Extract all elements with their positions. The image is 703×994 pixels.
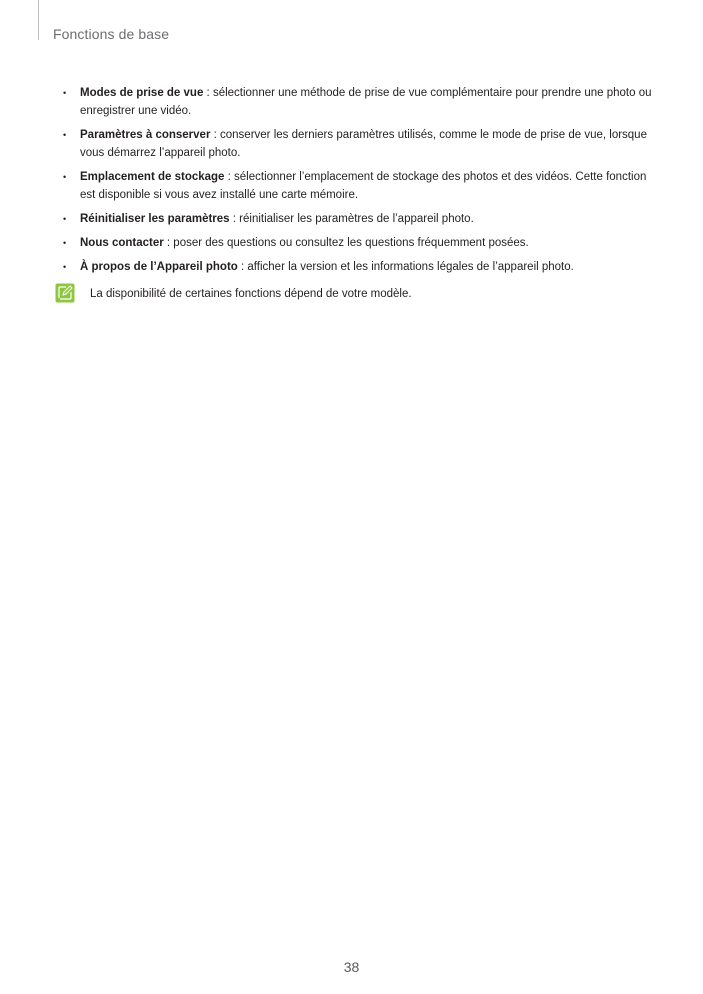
bullet-term: Modes de prise de vue xyxy=(80,87,204,99)
header-divider xyxy=(38,0,39,40)
list-item xyxy=(0,168,652,204)
note-pencil-icon xyxy=(55,283,75,303)
note-callout xyxy=(55,282,655,306)
bullet-term: Emplacement de stockage xyxy=(80,171,225,183)
bullet-description: : sélectionner une méthode de prise de vue complémentaire pour prendre une photo ou enregistrer une vidéo. xyxy=(80,87,652,117)
bullet-icon: • xyxy=(63,130,67,140)
bullet-description: : sélectionner l’emplacement de stockage des photos et des vidéos. Cette fonction est disponible si vous avez installé une carte mémoire. xyxy=(80,171,647,201)
bullet-icon: • xyxy=(63,172,67,182)
list-item xyxy=(0,210,652,228)
bullet-description: : afficher la version et les informations légales de l’appareil photo. xyxy=(237,261,574,273)
bullet-term: Nous contacter xyxy=(80,237,164,249)
bullet-term: Réinitialiser les paramètres xyxy=(80,213,230,225)
bullet-icon: • xyxy=(63,88,67,98)
note-text: La disponibilité de certaines fonctions dépend de votre modèle. xyxy=(90,288,412,300)
section-title: Fonctions de base xyxy=(53,26,170,42)
bullet-description: : conserver les derniers paramètres utilisés, comme le mode de prise de vue, lorsque vous démarrez l’appareil photo. xyxy=(80,129,647,159)
bullet-term: Paramètres à conserver xyxy=(80,129,211,141)
bullet-icon: • xyxy=(63,262,67,272)
bullet-icon: • xyxy=(63,214,67,224)
settings-bullet-list xyxy=(0,84,703,282)
list-item xyxy=(0,258,652,276)
bullet-term: À propos de l’Appareil photo xyxy=(80,261,238,273)
page-number: 38 xyxy=(343,959,360,975)
bullet-icon: • xyxy=(63,238,67,248)
list-item xyxy=(0,126,652,162)
list-item xyxy=(0,84,652,120)
bullet-description: : réinitialiser les paramètres de l’appareil photo. xyxy=(229,213,474,225)
list-item xyxy=(0,234,652,252)
bullet-description: : poser des questions ou consultez les questions fréquemment posées. xyxy=(163,237,529,249)
